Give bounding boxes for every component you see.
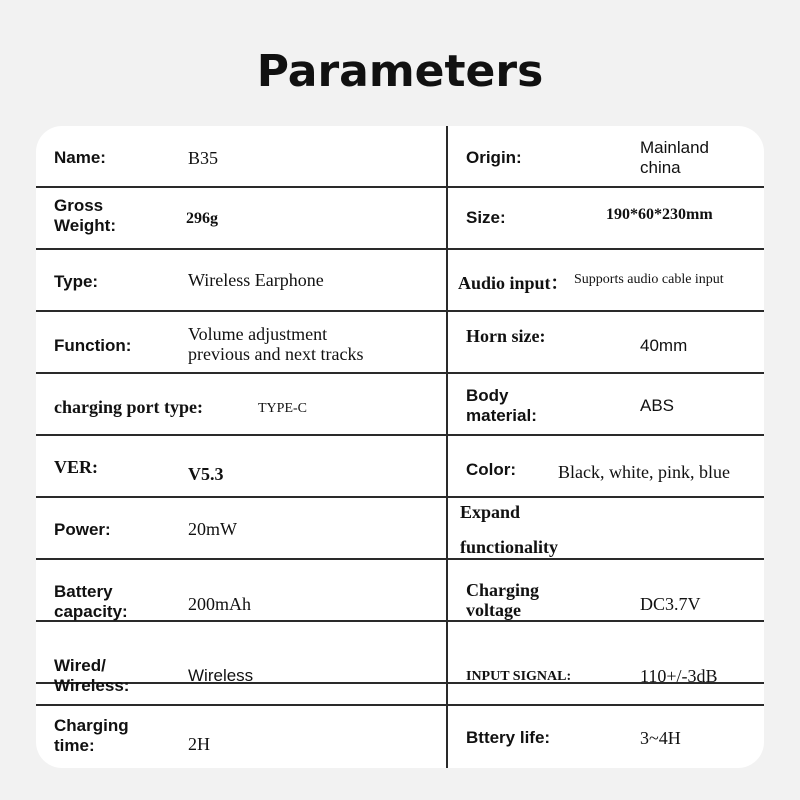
parameters-table [36, 126, 764, 768]
wired-wireless-label-line1: Wired/ [54, 656, 106, 675]
type-label: Type: [54, 272, 99, 291]
input-signal-value: 110+/-3dB [640, 666, 718, 686]
row-divider [36, 558, 764, 560]
row-divider [36, 434, 764, 436]
origin-label: Origin: [466, 148, 522, 167]
gross-weight-label-line1: Gross [54, 196, 104, 215]
battery-capacity-label-line1: Battery [54, 582, 113, 601]
power-value: 20mW [188, 519, 237, 539]
expand-functionality-label-line2: functionality [460, 537, 559, 557]
body-material-label-line1: Body [466, 386, 509, 405]
wired-wireless-label-line2: Wireless: [54, 676, 130, 695]
wired-wireless-value: Wireless [188, 666, 254, 685]
charging-port-type-value: TYPE-C [258, 401, 307, 416]
gross-weight-value: 296g [186, 210, 218, 227]
gross-weight-label-line2: Weight: [54, 216, 117, 235]
color-value: Black, white, pink, blue [558, 462, 730, 482]
name-value: B35 [188, 148, 219, 168]
row-divider [36, 704, 764, 706]
body-material-label-line2: material: [466, 406, 537, 425]
name-label: Name: [54, 148, 106, 167]
row-divider [36, 248, 764, 250]
battery-life-label: Bttery life: [466, 728, 551, 747]
function-value-line2: previous and next tracks [188, 344, 364, 364]
charging-time-value: 2H [188, 734, 210, 754]
audio-input-label: Audio input： [458, 273, 569, 293]
expand-functionality-label-line1: Expand [460, 502, 521, 522]
row-divider [36, 186, 764, 188]
body-material-value: ABS [640, 396, 675, 415]
origin-value-line2: china [640, 158, 681, 177]
size-label: Size: [466, 208, 506, 227]
horn-size-label: Horn size: [466, 326, 546, 346]
row-divider [36, 620, 764, 622]
charging-port-type-label: charging port type: [54, 397, 203, 417]
input-signal-label: INPUT SIGNAL: [466, 669, 572, 684]
function-label: Function: [54, 336, 132, 355]
battery-life-value: 3~4H [640, 728, 681, 748]
power-label: Power: [54, 520, 111, 539]
audio-input-value: Supports audio cable input [574, 272, 724, 287]
charging-voltage-value: DC3.7V [640, 594, 701, 614]
ver-label: VER: [54, 457, 98, 477]
color-label: Color: [466, 460, 517, 479]
charging-time-label-line1: Charging [54, 716, 129, 735]
origin-value-line1: Mainland [640, 138, 709, 157]
row-divider [36, 310, 764, 312]
function-value-line1: Volume adjustment [188, 324, 328, 344]
row-divider [36, 372, 764, 374]
type-value: Wireless Earphone [188, 270, 324, 290]
size-value: 190*60*230mm [606, 206, 713, 223]
battery-capacity-value: 200mAh [188, 594, 251, 614]
charging-voltage-label-line2: voltage [466, 600, 521, 620]
row-divider [36, 496, 764, 498]
charging-voltage-label-line1: Charging [466, 580, 540, 600]
column-divider [446, 126, 448, 768]
ver-value: V5.3 [188, 464, 224, 484]
horn-size-value: 40mm [640, 336, 688, 355]
page-title: Parameters [256, 46, 544, 97]
battery-capacity-label-line2: capacity: [54, 602, 128, 621]
charging-time-label-line2: time: [54, 736, 95, 755]
